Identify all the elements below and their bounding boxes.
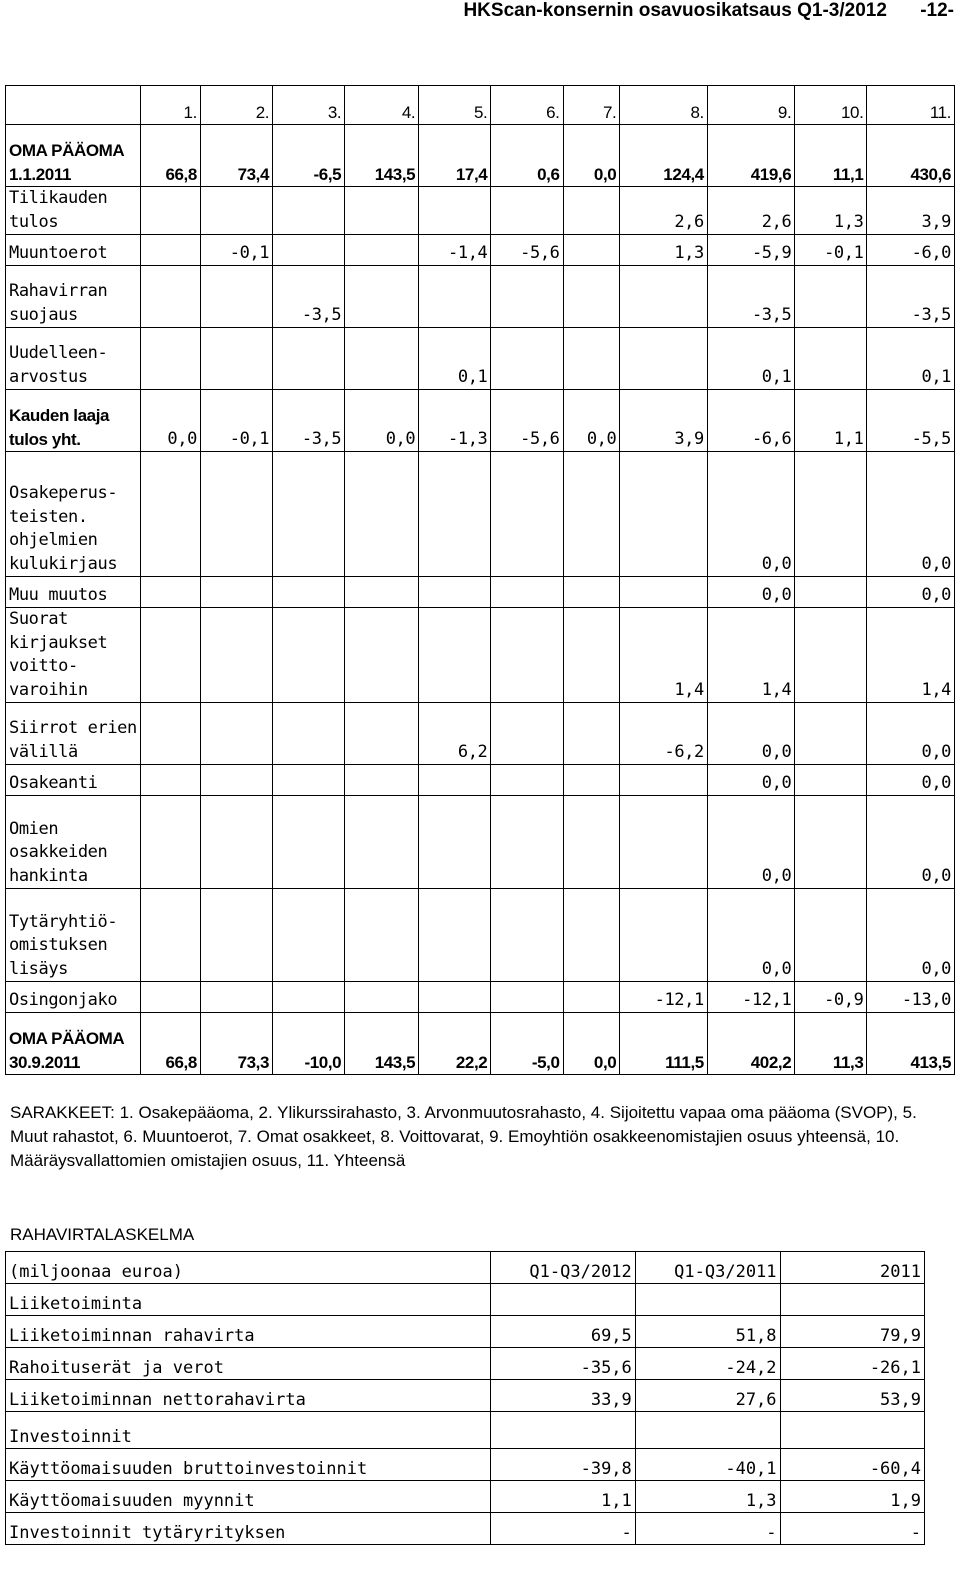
- page-header: [435, 0, 954, 22]
- value-cell: 1,9: [780, 1481, 924, 1513]
- value-cell: [273, 328, 345, 390]
- value-cell: [795, 796, 867, 889]
- column-number: 9.: [707, 86, 794, 125]
- value-cell: [635, 1412, 780, 1449]
- value-cell: [141, 982, 201, 1013]
- value-cell: -5,5: [867, 390, 955, 452]
- value-cell: 143,5: [345, 1013, 419, 1075]
- value-cell: [200, 796, 272, 889]
- value-cell: [419, 796, 491, 889]
- value-cell: [620, 452, 707, 577]
- table-row: [6, 1412, 925, 1449]
- value-cell: [491, 452, 563, 577]
- table-row: [6, 1348, 925, 1380]
- value-cell: 402,2: [707, 1013, 794, 1075]
- value-cell: -10,0: [273, 1013, 345, 1075]
- row-label: Investoinnit: [6, 1412, 491, 1449]
- value-cell: [563, 889, 620, 982]
- value-cell: [345, 577, 419, 608]
- row-label: Liiketoiminnan rahavirta: [6, 1316, 491, 1348]
- value-cell: -1,4: [419, 235, 491, 266]
- value-cell: 0,0: [707, 889, 794, 982]
- value-cell: [780, 1412, 924, 1449]
- table-row: [6, 390, 955, 452]
- value-cell: [563, 266, 620, 328]
- value-cell: -6,2: [620, 703, 707, 765]
- column-number: 11.: [867, 86, 955, 125]
- value-cell: [141, 328, 201, 390]
- value-cell: [563, 765, 620, 796]
- row-label: Osingonjako: [6, 982, 141, 1013]
- value-cell: 22,2: [419, 1013, 491, 1075]
- value-cell: [635, 1284, 780, 1316]
- value-cell: [200, 982, 272, 1013]
- value-cell: [563, 608, 620, 703]
- value-cell: 1,4: [867, 608, 955, 703]
- value-cell: [620, 328, 707, 390]
- cashflow-title: RAHAVIRTALASKELMA: [10, 1225, 195, 1244]
- table-row: [6, 765, 955, 796]
- value-cell: 0,0: [707, 796, 794, 889]
- period-header: Q1-Q3/2011: [635, 1252, 780, 1284]
- value-cell: -12,1: [707, 982, 794, 1013]
- value-cell: [345, 765, 419, 796]
- value-cell: -6,5: [273, 125, 345, 187]
- value-cell: [563, 982, 620, 1013]
- value-cell: 1,4: [707, 608, 794, 703]
- row-label: Kauden laaja tulos yht.: [6, 390, 141, 452]
- value-cell: 0,0: [707, 703, 794, 765]
- value-cell: -5,6: [491, 390, 563, 452]
- table-row: [6, 187, 955, 235]
- value-cell: 0,1: [867, 328, 955, 390]
- value-cell: 413,5: [867, 1013, 955, 1075]
- value-cell: [780, 1284, 924, 1316]
- row-label: Osakeperus-teisten. ohjelmien kulukirjaus: [6, 452, 141, 577]
- table-row: [6, 1380, 925, 1412]
- value-cell: [795, 328, 867, 390]
- value-cell: -0,1: [200, 235, 272, 266]
- value-cell: -5,9: [707, 235, 794, 266]
- column-number: 1.: [141, 86, 201, 125]
- value-cell: -: [491, 1513, 636, 1545]
- value-cell: [795, 608, 867, 703]
- value-cell: [345, 452, 419, 577]
- column-number: 4.: [345, 86, 419, 125]
- value-cell: [273, 187, 345, 235]
- value-cell: 0,0: [141, 390, 201, 452]
- value-cell: 0,6: [491, 125, 563, 187]
- value-cell: [491, 608, 563, 703]
- table-row: [6, 1316, 925, 1348]
- value-cell: [491, 765, 563, 796]
- value-cell: [491, 328, 563, 390]
- value-cell: -0,9: [795, 982, 867, 1013]
- column-number: 3.: [273, 86, 345, 125]
- value-cell: 27,6: [635, 1380, 780, 1412]
- value-cell: [345, 266, 419, 328]
- value-cell: -5,0: [491, 1013, 563, 1075]
- value-cell: [419, 187, 491, 235]
- value-cell: 79,9: [780, 1316, 924, 1348]
- table-row: [6, 796, 955, 889]
- value-cell: -3,5: [273, 266, 345, 328]
- value-cell: -13,0: [867, 982, 955, 1013]
- value-cell: [200, 577, 272, 608]
- table-row: [6, 125, 955, 187]
- value-cell: 33,9: [491, 1380, 636, 1412]
- value-cell: 11,1: [795, 125, 867, 187]
- value-cell: 1,1: [795, 390, 867, 452]
- column-number: 7.: [563, 86, 620, 125]
- table-row: [6, 1449, 925, 1481]
- row-label: Liiketoiminta: [6, 1284, 491, 1316]
- value-cell: -60,4: [780, 1449, 924, 1481]
- value-cell: [563, 577, 620, 608]
- row-label: OMA PÄÄOMA 30.9.2011: [6, 1013, 141, 1075]
- value-cell: [419, 452, 491, 577]
- value-cell: [620, 889, 707, 982]
- period-header: 2011: [780, 1252, 924, 1284]
- value-cell: [200, 765, 272, 796]
- row-label: Uudelleen-arvostus: [6, 328, 141, 390]
- value-cell: [345, 889, 419, 982]
- value-cell: 0,0: [867, 703, 955, 765]
- value-cell: [141, 577, 201, 608]
- value-cell: [419, 577, 491, 608]
- value-cell: 0,1: [419, 328, 491, 390]
- row-label: Siirrot erien välillä: [6, 703, 141, 765]
- cashflow-table: [5, 1251, 925, 1545]
- value-cell: [620, 796, 707, 889]
- value-cell: -3,5: [707, 266, 794, 328]
- value-cell: -0,1: [200, 390, 272, 452]
- row-label: Rahoituserät ja verot: [6, 1348, 491, 1380]
- value-cell: [345, 703, 419, 765]
- row-label: Tilikauden tulos: [6, 187, 141, 235]
- value-cell: -40,1: [635, 1449, 780, 1481]
- value-cell: [563, 796, 620, 889]
- column-number: 8.: [620, 86, 707, 125]
- value-cell: [795, 266, 867, 328]
- value-cell: 0,0: [563, 125, 620, 187]
- value-cell: [200, 608, 272, 703]
- table-row: [6, 452, 955, 577]
- table-row: [6, 577, 955, 608]
- value-cell: -3,5: [867, 266, 955, 328]
- column-number: 6.: [491, 86, 563, 125]
- period-header: Q1-Q3/2012: [491, 1252, 636, 1284]
- value-cell: 419,6: [707, 125, 794, 187]
- equity-statement-table: [5, 85, 955, 1075]
- value-cell: [419, 608, 491, 703]
- report-title: HKScan-konsernin osavuosikatsaus Q1-3/2012: [463, 0, 887, 21]
- value-cell: 430,6: [867, 125, 955, 187]
- header-blank-cell: [6, 86, 141, 125]
- value-cell: [200, 703, 272, 765]
- value-cell: [200, 452, 272, 577]
- value-cell: 69,5: [491, 1316, 636, 1348]
- value-cell: -39,8: [491, 1449, 636, 1481]
- value-cell: [491, 889, 563, 982]
- value-cell: [141, 266, 201, 328]
- value-cell: [345, 608, 419, 703]
- value-cell: 0,0: [867, 577, 955, 608]
- value-cell: [141, 452, 201, 577]
- value-cell: [273, 982, 345, 1013]
- value-cell: -3,5: [273, 390, 345, 452]
- table-row: [6, 1284, 925, 1316]
- value-cell: 66,8: [141, 1013, 201, 1075]
- table-row: [6, 982, 955, 1013]
- value-cell: [273, 235, 345, 266]
- value-cell: [273, 889, 345, 982]
- value-cell: 3,9: [620, 390, 707, 452]
- table-row: [6, 266, 955, 328]
- value-cell: 0,0: [867, 889, 955, 982]
- column-number: 10.: [795, 86, 867, 125]
- row-label: Rahavirran suojaus: [6, 266, 141, 328]
- value-cell: [491, 187, 563, 235]
- value-cell: [273, 703, 345, 765]
- value-cell: 0,0: [867, 796, 955, 889]
- value-cell: [419, 889, 491, 982]
- value-cell: 1,3: [795, 187, 867, 235]
- value-cell: [141, 889, 201, 982]
- row-label: OMA PÄÄOMA 1.1.2011: [6, 125, 141, 187]
- row-label: Omien osakkeiden hankinta: [6, 796, 141, 889]
- value-cell: [795, 452, 867, 577]
- value-cell: -: [635, 1513, 780, 1545]
- value-cell: [491, 796, 563, 889]
- row-label: Osakeanti: [6, 765, 141, 796]
- value-cell: [620, 266, 707, 328]
- value-cell: 6,2: [419, 703, 491, 765]
- value-cell: -: [780, 1513, 924, 1545]
- table-row: [6, 235, 955, 266]
- value-cell: -26,1: [780, 1348, 924, 1380]
- value-cell: [795, 703, 867, 765]
- value-cell: 66,8: [141, 125, 201, 187]
- value-cell: 0,0: [867, 452, 955, 577]
- value-cell: 2,6: [620, 187, 707, 235]
- value-cell: [141, 235, 201, 266]
- value-cell: 11,3: [795, 1013, 867, 1075]
- value-cell: 1,4: [620, 608, 707, 703]
- value-cell: 73,3: [200, 1013, 272, 1075]
- row-label: Investoinnit tytäryrityksen: [6, 1513, 491, 1545]
- value-cell: -6,0: [867, 235, 955, 266]
- value-cell: [345, 187, 419, 235]
- value-cell: 124,4: [620, 125, 707, 187]
- value-cell: 51,8: [635, 1316, 780, 1348]
- value-cell: 143,5: [345, 125, 419, 187]
- value-cell: [141, 765, 201, 796]
- value-cell: [141, 703, 201, 765]
- value-cell: [141, 796, 201, 889]
- value-cell: [419, 266, 491, 328]
- value-cell: 1,3: [620, 235, 707, 266]
- value-cell: 0,0: [867, 765, 955, 796]
- table-row: [6, 1513, 925, 1545]
- value-cell: -12,1: [620, 982, 707, 1013]
- column-notes: SARAKKEET: 1. Osakepääoma, 2. Ylikurssirahasto, 3. Arvonmuutosrahasto, 4. Sijoitettu vapaa oma pääoma (SVOP), 5. Muut rahastot, 6. Muuntoerot, 7. Omat osakkeet, 8. Voittovarat, 9. Emoyhtiön osakkeenomistajien osuus yhteensä, 10. Määräysvallattomien omistajien osuus, 11. Yhteensä: [10, 1103, 917, 1170]
- value-cell: [273, 608, 345, 703]
- column-number: 2.: [200, 86, 272, 125]
- table-row: [6, 703, 955, 765]
- value-cell: [491, 266, 563, 328]
- value-cell: [563, 187, 620, 235]
- value-cell: 0,1: [707, 328, 794, 390]
- value-cell: [200, 328, 272, 390]
- value-cell: -0,1: [795, 235, 867, 266]
- value-cell: [795, 577, 867, 608]
- row-label: Muu muutos: [6, 577, 141, 608]
- value-cell: [345, 328, 419, 390]
- value-cell: [563, 328, 620, 390]
- value-cell: [491, 577, 563, 608]
- value-cell: -24,2: [635, 1348, 780, 1380]
- value-cell: [491, 1284, 636, 1316]
- value-cell: [345, 982, 419, 1013]
- value-cell: 53,9: [780, 1380, 924, 1412]
- row-label: Käyttöomaisuuden bruttoinvestoinnit: [6, 1449, 491, 1481]
- value-cell: [419, 765, 491, 796]
- row-label: Käyttöomaisuuden myynnit: [6, 1481, 491, 1513]
- value-cell: [563, 452, 620, 577]
- column-number: 5.: [419, 86, 491, 125]
- table-row: [6, 608, 955, 703]
- value-cell: [345, 796, 419, 889]
- value-cell: -1,3: [419, 390, 491, 452]
- value-cell: 17,4: [419, 125, 491, 187]
- value-cell: [141, 187, 201, 235]
- value-cell: 73,4: [200, 125, 272, 187]
- value-cell: [141, 608, 201, 703]
- cashflow-header-row: [6, 1252, 925, 1284]
- value-cell: 3,9: [867, 187, 955, 235]
- value-cell: 0,0: [563, 1013, 620, 1075]
- value-cell: 0,0: [707, 577, 794, 608]
- table-row: [6, 328, 955, 390]
- value-cell: [620, 577, 707, 608]
- value-cell: 0,0: [345, 390, 419, 452]
- value-cell: [563, 235, 620, 266]
- row-label: Liiketoiminnan nettorahavirta: [6, 1380, 491, 1412]
- value-cell: 0,0: [707, 452, 794, 577]
- value-cell: [200, 266, 272, 328]
- value-cell: [200, 187, 272, 235]
- row-label: Muuntoerot: [6, 235, 141, 266]
- value-cell: -5,6: [491, 235, 563, 266]
- table-row: [6, 889, 955, 982]
- value-cell: [273, 577, 345, 608]
- value-cell: [491, 1412, 636, 1449]
- table-row: [6, 1481, 925, 1513]
- value-cell: -35,6: [491, 1348, 636, 1380]
- value-cell: [491, 982, 563, 1013]
- value-cell: 0,0: [707, 765, 794, 796]
- row-label: Tytäryhtiö-omistuksen lisäys: [6, 889, 141, 982]
- value-cell: [273, 765, 345, 796]
- row-label: Suorat kirjaukset voitto-varoihin: [6, 608, 141, 703]
- unit-label: (miljoonaa euroa): [6, 1252, 491, 1284]
- page-number: -12-: [920, 0, 954, 21]
- value-cell: [345, 235, 419, 266]
- value-cell: 111,5: [620, 1013, 707, 1075]
- column-header-row: [6, 86, 955, 125]
- value-cell: [795, 889, 867, 982]
- value-cell: [419, 982, 491, 1013]
- value-cell: [620, 765, 707, 796]
- table-row: [6, 1013, 955, 1075]
- value-cell: [273, 796, 345, 889]
- value-cell: -6,6: [707, 390, 794, 452]
- value-cell: 2,6: [707, 187, 794, 235]
- value-cell: 1,1: [491, 1481, 636, 1513]
- value-cell: [563, 703, 620, 765]
- value-cell: [273, 452, 345, 577]
- value-cell: [491, 703, 563, 765]
- value-cell: 0,0: [563, 390, 620, 452]
- value-cell: [795, 765, 867, 796]
- value-cell: 1,3: [635, 1481, 780, 1513]
- value-cell: [200, 889, 272, 982]
